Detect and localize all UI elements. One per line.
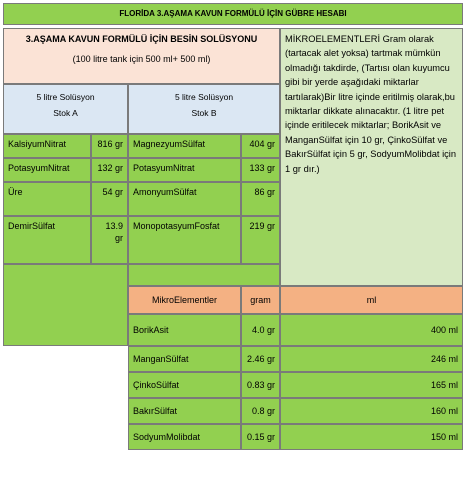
- blank-cell: [3, 264, 128, 346]
- micro-row-gram: 0.8 gr: [241, 398, 280, 424]
- micro-row-ml: 150 ml: [280, 424, 463, 450]
- sheet-title: FLORİDA 3.AŞAMA KAVUN FORMÜLÜ İÇİN GÜBRE HESABI: [3, 3, 463, 25]
- stock-a-amount: 13.9 gr: [91, 216, 128, 264]
- stock-b-amount: 404 gr: [241, 134, 280, 158]
- micro-header-ml: ml: [280, 286, 463, 314]
- stock-b-amount: 86 gr: [241, 182, 280, 216]
- stock-b-line2: Stok B: [191, 108, 217, 119]
- stock-b-name: AmonyumSülfat: [128, 182, 241, 216]
- micro-row-name: BorikAsit: [128, 314, 241, 346]
- stock-b-header: [128, 84, 280, 134]
- stock-b-amount: 219 gr: [241, 216, 280, 264]
- stock-a-name: DemirSülfat: [3, 216, 91, 264]
- stock-b-line1: 5 litre Solüsyon: [174, 92, 234, 102]
- solution-heading: 3.AŞAMA KAVUN FORMÜLÜ İÇİN BESİN SOLÜSYONU: [25, 34, 258, 44]
- micro-note: MİKROELEMENTLERİ Gram olarak (tartacak alet yoksa) tartmak mümkün olmadığı takdirde, (Tartısı olan kuyumcu gibi bir yerde aşağıdaki miktarlar tartılarak)Bir litre içinde eritilmiş olarak,bu miktarlar dikkate alınacaktır. (1 litre pet içinde eritilecek miktarlar; BorikAsit ve ManganSülfat için 10 gr, ÇinkoSülfat ve BakırSülfat için 5 gr, SodyumMolibdat için 1 gr dır.): [280, 28, 463, 286]
- micro-header-name: MikroElementler: [128, 286, 241, 314]
- stock-a-amount: 132 gr: [91, 158, 128, 182]
- solution-subheading: (100 litre tank için 500 ml+ 500 ml): [72, 54, 211, 65]
- stock-b-name: MonopotasyumFosfat: [128, 216, 241, 264]
- micro-row-name: BakırSülfat: [128, 398, 241, 424]
- micro-row-ml: 160 ml: [280, 398, 463, 424]
- stock-a-name: PotasyumNitrat: [3, 158, 91, 182]
- micro-row-gram: 2.46 gr: [241, 346, 280, 372]
- stock-a-line1: 5 litre Solüsyon: [36, 92, 95, 102]
- blank-cell: [128, 264, 280, 286]
- micro-row-gram: 0.83 gr: [241, 372, 280, 398]
- micro-row-name: SodyumMolibdat: [128, 424, 241, 450]
- micro-row-name: ÇinkoSülfat: [128, 372, 241, 398]
- micro-header-gram: gram: [241, 286, 280, 314]
- stock-a-header: [3, 84, 128, 134]
- micro-row-name: ManganSülfat: [128, 346, 241, 372]
- micro-row-gram: 0.15 gr: [241, 424, 280, 450]
- micro-row-ml: 400 ml: [280, 314, 463, 346]
- micro-row-gram: 4.0 gr: [241, 314, 280, 346]
- micro-row-ml: 246 ml: [280, 346, 463, 372]
- stock-a-amount: 54 gr: [91, 182, 128, 216]
- stock-b-name: PotasyumNitrat: [128, 158, 241, 182]
- stock-a-amount: 816 gr: [91, 134, 128, 158]
- stock-b-name: MagnezyumSülfat: [128, 134, 241, 158]
- stock-a-name: Üre: [3, 182, 91, 216]
- solution-heading-cell: [3, 28, 280, 84]
- stock-a-name: KalsiyumNitrat: [3, 134, 91, 158]
- micro-row-ml: 165 ml: [280, 372, 463, 398]
- stock-b-amount: 133 gr: [241, 158, 280, 182]
- stock-a-line2: Stok A: [53, 108, 78, 119]
